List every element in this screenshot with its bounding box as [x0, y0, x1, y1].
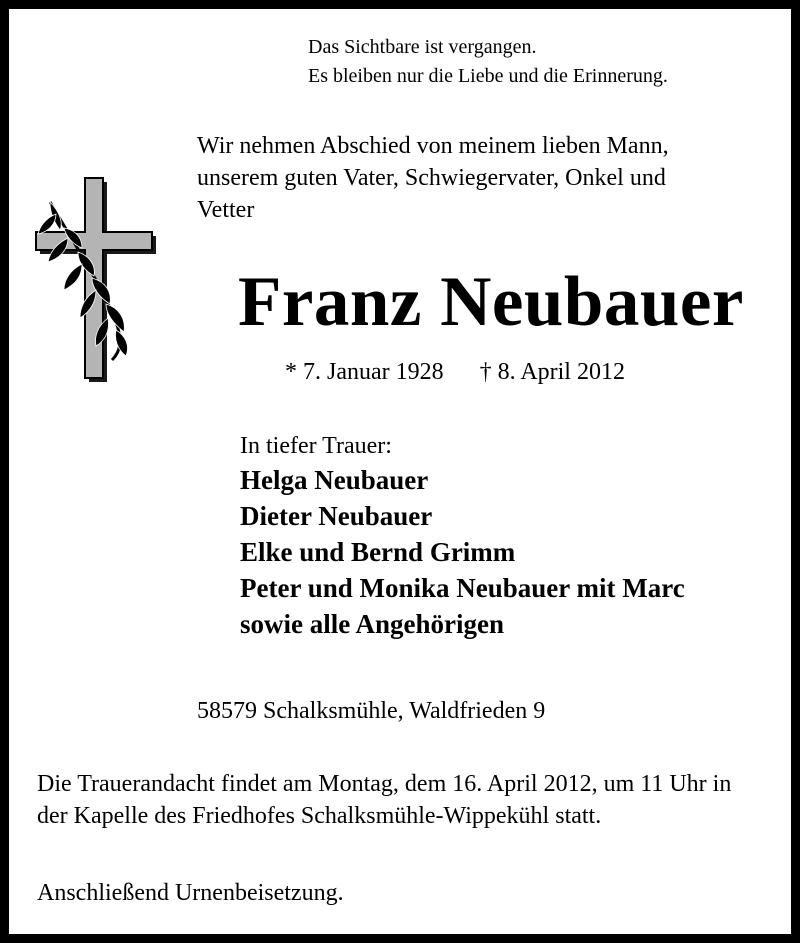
deceased-name: Franz Neubauer — [238, 263, 744, 341]
mourners-block — [240, 430, 685, 642]
intro-line-3: Vetter — [197, 197, 255, 223]
motto — [308, 33, 668, 91]
mourner-name: Peter und Monika Neubauer mit Marc — [240, 573, 685, 603]
intro-line-2: unserem guten Vater, Schwiegervater, Onkel und — [197, 165, 666, 191]
burial-notice: Anschließend Urnenbeisetzung. — [37, 880, 344, 906]
service-notice: Die Trauerandacht findet am Montag, dem 16. April 2012, um 11 Uhr in der Kapelle des Friedhofes Schalksmühle-Wippekühl statt. — [37, 771, 732, 829]
mourner-name: Helga Neubauer — [240, 465, 429, 495]
intro-line-1: Wir nehmen Abschied von meinem lieben Mann, — [197, 133, 669, 159]
mourner-name: sowie alle Angehörigen — [240, 609, 504, 639]
mourner-name: Dieter Neubauer — [240, 501, 433, 531]
birth-date: * 7. Januar 1928 — [285, 359, 444, 385]
cross-with-palm-branch-icon — [28, 172, 168, 387]
mourners-heading: In tiefer Trauer: — [240, 433, 392, 459]
motto-line-2: Es bleiben nur die Liebe und die Erinnerung. — [308, 65, 668, 87]
death-date: † 8. April 2012 — [479, 359, 625, 385]
intro-text — [197, 130, 772, 226]
mourner-name: Elke und Bernd Grimm — [240, 537, 516, 567]
life-dates — [285, 356, 625, 388]
motto-line-1: Das Sichtbare ist vergangen. — [308, 36, 537, 58]
address: 58579 Schalksmühle, Waldfrieden 9 — [197, 698, 546, 724]
